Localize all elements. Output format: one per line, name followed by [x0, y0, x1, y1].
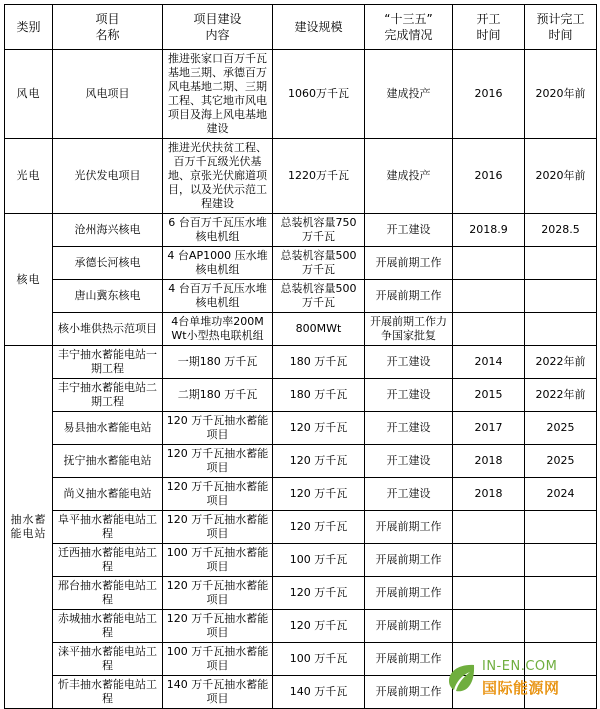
project-name-cell: 忻丰抽水蓄能电站工程 [53, 676, 163, 709]
status-cell: 开展前期工作 [365, 676, 453, 709]
finish-time-cell: 2025 [525, 445, 597, 478]
status-cell: 开展前期工作 [365, 577, 453, 610]
col-header-project-content-line1: 项目建设 [193, 12, 242, 26]
project-content-cell: 一期180 万千瓦 [163, 346, 273, 379]
project-name-cell: 丰宁抽水蓄能电站一期工程 [53, 346, 163, 379]
status-cell: 开展前期工作 [365, 247, 453, 280]
project-name-cell: 赤城抽水蓄能电站工程 [53, 610, 163, 643]
start-time-cell: 2014 [453, 346, 525, 379]
scale-cell: 120 万千瓦 [273, 478, 365, 511]
project-name-cell: 涞平抽水蓄能电站工程 [53, 643, 163, 676]
col-header-project-name-line1: 项目 [95, 12, 120, 26]
col-header-status-line1: “十三五” [384, 12, 433, 26]
finish-time-cell: 2025 [525, 412, 597, 445]
table-row [5, 478, 597, 511]
status-cell: 开工建设 [365, 478, 453, 511]
status-cell: 开工建设 [365, 214, 453, 247]
status-cell: 开工建设 [365, 445, 453, 478]
status-cell: 开工建设 [365, 346, 453, 379]
project-content-cell: 120 万千瓦抽水蓄能项目 [163, 577, 273, 610]
status-cell: 建成投产 [365, 139, 453, 214]
start-time-cell: 2016 [453, 139, 525, 214]
col-header-finish-time-line1: 预计完工 [536, 12, 585, 26]
project-name-cell: 核小堆供热示范项目 [53, 313, 163, 346]
project-content-cell: 120 万千瓦抽水蓄能项目 [163, 412, 273, 445]
status-cell: 开展前期工作 [365, 280, 453, 313]
col-header-project-content-line2: 内容 [205, 28, 230, 42]
status-cell: 开展前期工作 [365, 511, 453, 544]
table-row [5, 544, 597, 577]
scale-cell: 总装机容量500万千瓦 [273, 247, 365, 280]
category-cell: 核电 [5, 214, 53, 346]
scale-cell: 140 万千瓦 [273, 676, 365, 709]
status-cell: 开展前期工作 [365, 643, 453, 676]
scale-cell: 120 万千瓦 [273, 445, 365, 478]
finish-time-cell: 2022年前 [525, 346, 597, 379]
scale-cell: 100 万千瓦 [273, 544, 365, 577]
watermark-en: IN-EN.COM [482, 659, 558, 674]
finish-time-cell [525, 247, 597, 280]
project-name-cell: 光伏发电项目 [53, 139, 163, 214]
table-row [5, 511, 597, 544]
watermark-cn: 国际能源网 [482, 679, 560, 697]
col-header-scale: 建设规模 [273, 5, 365, 50]
col-header-project-name [53, 5, 163, 50]
start-time-cell [453, 577, 525, 610]
status-cell: 建成投产 [365, 50, 453, 139]
status-cell: 开展前期工作 [365, 610, 453, 643]
start-time-cell [453, 544, 525, 577]
project-content-cell: 推进光伏扶贫工程、百万千瓦级光伏基地、京张光伏廊道项目，以及光伏示范工程建设 [163, 139, 273, 214]
table-row [5, 445, 597, 478]
project-content-cell: 二期180 万千瓦 [163, 379, 273, 412]
table-row [5, 139, 597, 214]
scale-cell: 1220万千瓦 [273, 139, 365, 214]
status-cell: 开工建设 [365, 412, 453, 445]
finish-time-cell: 2028.5 [525, 214, 597, 247]
table-row [5, 412, 597, 445]
start-time-cell: 2018 [453, 445, 525, 478]
project-name-cell: 尚义抽水蓄能电站 [53, 478, 163, 511]
col-header-project-content [163, 5, 273, 50]
table-row [5, 247, 597, 280]
project-name-cell: 易县抽水蓄能电站 [53, 412, 163, 445]
table-row [5, 610, 597, 643]
finish-time-cell: 2024 [525, 478, 597, 511]
scale-cell: 总装机容量500万千瓦 [273, 280, 365, 313]
finish-time-cell: 2022年前 [525, 379, 597, 412]
scale-cell: 120 万千瓦 [273, 577, 365, 610]
col-header-start-time [453, 5, 525, 50]
start-time-cell [453, 511, 525, 544]
project-name-cell: 抚宁抽水蓄能电站 [53, 445, 163, 478]
header-row [5, 5, 597, 50]
project-name-cell: 承德长河核电 [53, 247, 163, 280]
scale-cell: 总装机容量750万千瓦 [273, 214, 365, 247]
project-content-cell: 120 万千瓦抽水蓄能项目 [163, 478, 273, 511]
project-name-cell: 邢台抽水蓄能电站工程 [53, 577, 163, 610]
status-cell: 开展前期工作 [365, 544, 453, 577]
finish-time-cell [525, 577, 597, 610]
start-time-cell [453, 247, 525, 280]
scale-cell: 180 万千瓦 [273, 346, 365, 379]
col-header-status [365, 5, 453, 50]
start-time-cell: 2018 [453, 478, 525, 511]
scale-cell: 120 万千瓦 [273, 511, 365, 544]
col-header-finish-time-line2: 时间 [548, 28, 573, 42]
start-time-cell [453, 313, 525, 346]
plan-table [4, 4, 597, 709]
status-cell: 开工建设 [365, 379, 453, 412]
table-row [5, 379, 597, 412]
status-cell: 开展前期工作力争国家批复 [365, 313, 453, 346]
scale-cell: 180 万千瓦 [273, 379, 365, 412]
category-cell: 风电 [5, 50, 53, 139]
table-row [5, 577, 597, 610]
project-name-cell: 风电项目 [53, 50, 163, 139]
finish-time-cell [525, 643, 597, 676]
project-content-cell: 120 万千瓦抽水蓄能项目 [163, 511, 273, 544]
scale-cell: 800MWt [273, 313, 365, 346]
finish-time-cell [525, 313, 597, 346]
scale-cell: 120 万千瓦 [273, 412, 365, 445]
project-name-cell: 阜平抽水蓄能电站工程 [53, 511, 163, 544]
start-time-cell [453, 610, 525, 643]
project-content-cell: 100 万千瓦抽水蓄能项目 [163, 544, 273, 577]
table-row [5, 280, 597, 313]
start-time-cell: 2018.9 [453, 214, 525, 247]
table-row [5, 346, 597, 379]
col-header-start-time-line1: 开工 [476, 12, 501, 26]
project-name-cell: 唐山冀东核电 [53, 280, 163, 313]
col-header-start-time-line2: 时间 [476, 28, 501, 42]
project-name-cell: 迁西抽水蓄能电站工程 [53, 544, 163, 577]
project-content-cell: 4 台百万千瓦压水堆核电机组 [163, 280, 273, 313]
scale-cell: 100 万千瓦 [273, 643, 365, 676]
table-row [5, 214, 597, 247]
col-header-status-line2: 完成情况 [384, 28, 433, 42]
scale-cell: 1060万千瓦 [273, 50, 365, 139]
col-header-project-name-line2: 名称 [95, 28, 120, 42]
scale-cell: 120 万千瓦 [273, 610, 365, 643]
table-row [5, 50, 597, 139]
table-row [5, 313, 597, 346]
project-content-cell: 6 台百万千瓦压水堆核电机组 [163, 214, 273, 247]
table-row [5, 643, 597, 676]
project-content-cell: 100 万千瓦抽水蓄能项目 [163, 643, 273, 676]
start-time-cell: 2017 [453, 412, 525, 445]
finish-time-cell [525, 511, 597, 544]
project-name-cell: 沧州海兴核电 [53, 214, 163, 247]
start-time-cell: 2015 [453, 379, 525, 412]
finish-time-cell: 2020年前 [525, 139, 597, 214]
finish-time-cell: 2020年前 [525, 50, 597, 139]
project-content-cell: 4台单堆功率200MWt小型热电联机组 [163, 313, 273, 346]
start-time-cell [453, 280, 525, 313]
project-content-cell: 推进张家口百万千瓦基地三期、承德百万风电基地二期、三期工程、其它地市风电项目及海上风电基地建设 [163, 50, 273, 139]
col-header-finish-time [525, 5, 597, 50]
project-content-cell: 140 万千瓦抽水蓄能项目 [163, 676, 273, 709]
start-time-cell [453, 643, 525, 676]
col-header-category: 类别 [5, 5, 53, 50]
start-time-cell: 2016 [453, 50, 525, 139]
project-content-cell: 120 万千瓦抽水蓄能项目 [163, 445, 273, 478]
category-cell: 光电 [5, 139, 53, 214]
project-name-cell: 丰宁抽水蓄能电站二期工程 [53, 379, 163, 412]
table-head [5, 5, 597, 50]
finish-time-cell [525, 280, 597, 313]
project-content-cell: 120 万千瓦抽水蓄能项目 [163, 610, 273, 643]
table-body [5, 50, 597, 709]
category-cell: 抽水蓄能电站 [5, 346, 53, 709]
finish-time-cell [525, 610, 597, 643]
finish-time-cell [525, 544, 597, 577]
project-content-cell: 4 台AP1000 压水堆核电机组 [163, 247, 273, 280]
